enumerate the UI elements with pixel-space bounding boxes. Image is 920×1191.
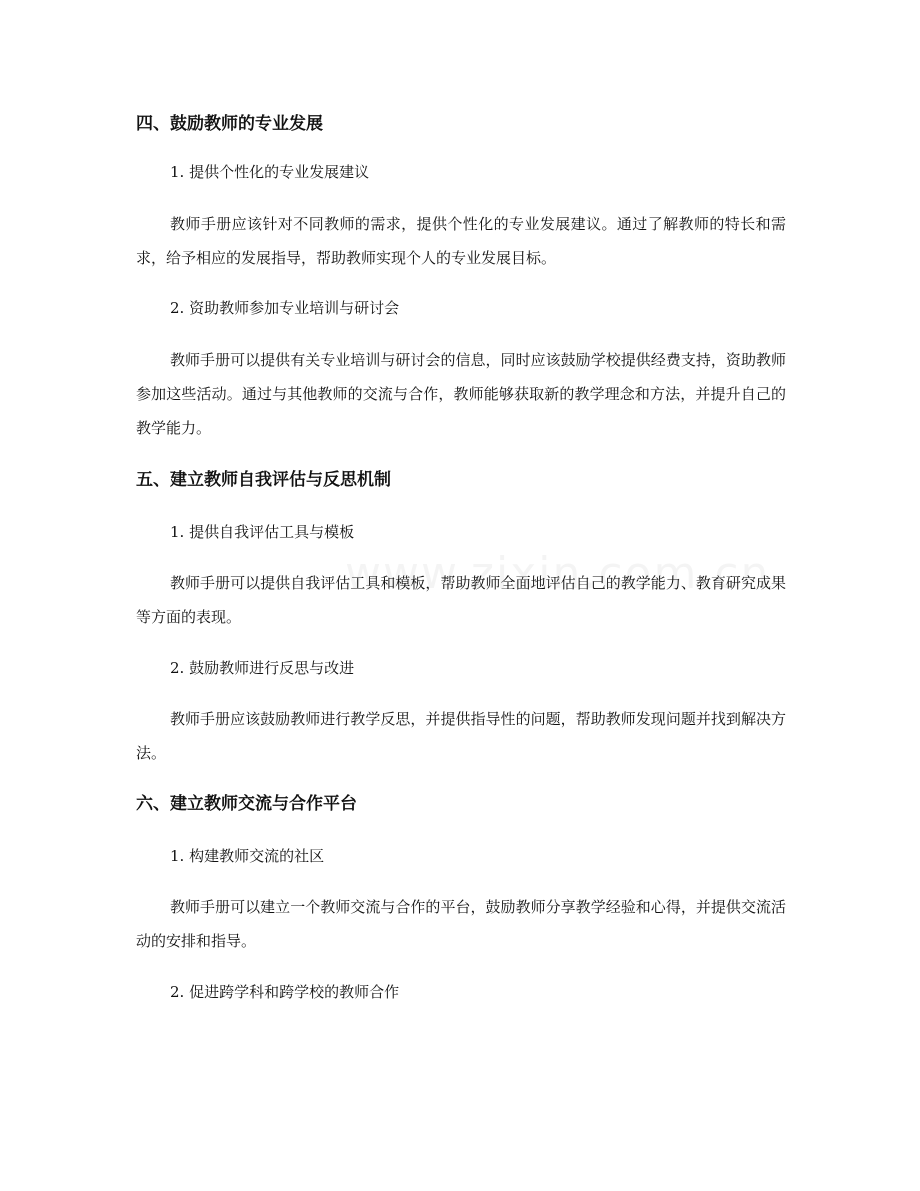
item-title-6-1: 1. 构建教师交流的社区 — [170, 847, 325, 865]
paragraph-5-1: 教师手册可以提供自我评估工具和模板，帮助教师全面地评估自己的教学能力、教育研究成果等方面的表现。 — [136, 574, 786, 626]
item-title-4-1: 1. 提供个性化的专业发展建议 — [170, 163, 370, 181]
paragraph-6-1: 教师手册可以建立一个教师交流与合作的平台，鼓励教师分享教学经验和心得，并提供交流活动的安排和指导。 — [136, 898, 786, 950]
item-title-4-2: 2. 资助教师参加专业培训与研讨会 — [170, 299, 400, 317]
paragraph-5-2: 教师手册应该鼓励教师进行教学反思，并提供指导性的问题，帮助教师发现问题并找到解决方法。 — [136, 710, 786, 762]
section-title-5: 五、建立教师自我评估与反思机制 — [136, 470, 391, 490]
paragraph-4-2: 教师手册可以提供有关专业培训与研讨会的信息，同时应该鼓励学校提供经费支持，资助教师参加这些活动。通过与其他教师的交流与合作，教师能够获取新的教学理念和方法，并提升自己的教学能力。 — [136, 351, 786, 437]
item-title-5-1: 1. 提供自我评估工具与模板 — [170, 523, 355, 541]
section-title-4: 四、鼓励教师的专业发展 — [136, 114, 323, 134]
paragraph-4-1: 教师手册应该针对不同教师的需求，提供个性化的专业发展建议。通过了解教师的特长和需求，给予相应的发展指导，帮助教师实现个人的专业发展目标。 — [136, 215, 786, 267]
item-title-5-2: 2. 鼓励教师进行反思与改进 — [170, 659, 355, 677]
item-title-6-2: 2. 促进跨学科和跨学校的教师合作 — [170, 983, 400, 1001]
section-title-6: 六、建立教师交流与合作平台 — [136, 794, 357, 814]
